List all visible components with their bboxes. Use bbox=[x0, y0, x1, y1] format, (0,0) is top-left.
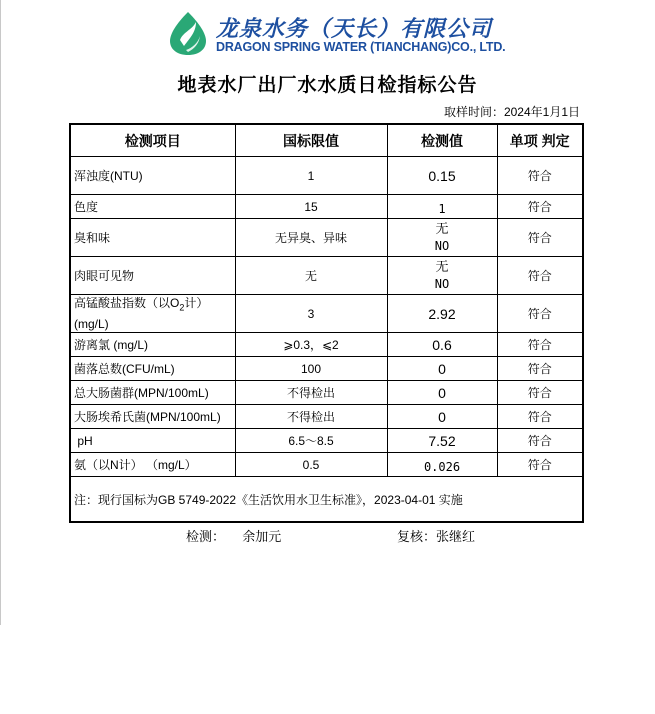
limit-cell: 3 bbox=[235, 295, 387, 333]
judge-cell: 符合 bbox=[497, 333, 583, 357]
reviewer-signature bbox=[397, 526, 475, 545]
value-cell: 7.52 bbox=[387, 429, 497, 453]
col-header-value: 检测值 bbox=[387, 124, 497, 157]
judge-cell: 符合 bbox=[497, 357, 583, 381]
item-cell: 臭和味 bbox=[70, 219, 235, 257]
item-cell: 总大肠菌群(MPN/100mL) bbox=[70, 381, 235, 405]
inspector-signature bbox=[186, 526, 281, 545]
limit-cell: ⩾0.3，⩽2 bbox=[235, 333, 387, 357]
value-cell: 0.6 bbox=[387, 333, 497, 357]
table-row bbox=[70, 429, 583, 453]
value-cell bbox=[387, 219, 497, 257]
limit-cell: 100 bbox=[235, 357, 387, 381]
col-header-item: 检测项目 bbox=[70, 124, 235, 157]
limit-cell: 15 bbox=[235, 195, 387, 219]
judge-cell: 符合 bbox=[497, 429, 583, 453]
reviewer-name: 张继红 bbox=[436, 529, 476, 544]
value-en: NO bbox=[434, 276, 450, 291]
value-cell: 1 bbox=[387, 195, 497, 219]
table-header-row bbox=[70, 124, 583, 157]
table-row bbox=[70, 257, 583, 295]
limit-cell: 无 bbox=[235, 257, 387, 295]
table-row bbox=[70, 453, 583, 477]
logo-english-name: DRAGON SPRING WATER (TIANCHANG)CO., LTD. bbox=[216, 40, 506, 54]
judge-cell: 符合 bbox=[497, 405, 583, 429]
table-row bbox=[70, 357, 583, 381]
col-header-limit: 国标限值 bbox=[235, 124, 387, 157]
item-subscript: 2 bbox=[179, 302, 185, 313]
judge-cell: 符合 bbox=[497, 195, 583, 219]
judge-cell: 符合 bbox=[497, 295, 583, 333]
judge-cell: 符合 bbox=[497, 453, 583, 477]
water-quality-table bbox=[69, 123, 584, 523]
standard-note: 注：现行国标为GB 5749-2022《生活饮用水卫生标准》，2023-04-01 实施 bbox=[70, 477, 583, 523]
value-cell: 2.92 bbox=[387, 295, 497, 333]
value-cell: 0 bbox=[387, 381, 497, 405]
judge-cell: 符合 bbox=[497, 219, 583, 257]
value-cell: 0.15 bbox=[387, 157, 497, 195]
item-text-post: 计） bbox=[184, 296, 209, 311]
inspector-label: 检测： bbox=[186, 529, 226, 544]
judge-cell: 符合 bbox=[497, 257, 583, 295]
item-cell: 氨（以N计） （mg/L） bbox=[70, 453, 235, 477]
item-text-pre: 高锰酸盐指数（以O bbox=[74, 296, 180, 311]
note-row bbox=[70, 477, 583, 523]
limit-cell: 不得检出 bbox=[235, 405, 387, 429]
item-cell: 大肠埃希氏菌(MPN/100mL) bbox=[70, 405, 235, 429]
limit-cell: 无异臭、异味 bbox=[235, 219, 387, 257]
sample-date bbox=[444, 103, 580, 120]
company-logo bbox=[166, 10, 506, 58]
value-cell bbox=[387, 257, 497, 295]
judge-cell: 符合 bbox=[497, 157, 583, 195]
value-cell: 0.026 bbox=[387, 453, 497, 477]
table-row bbox=[70, 219, 583, 257]
item-cell bbox=[70, 295, 235, 333]
water-drop-logo-icon bbox=[166, 10, 210, 56]
item-cell: pH bbox=[70, 429, 235, 453]
limit-cell: 6.5～8.5 bbox=[235, 429, 387, 453]
item-cell: 游离氯 (mg/L) bbox=[70, 333, 235, 357]
item-cell: 菌落总数(CFU/mL) bbox=[70, 357, 235, 381]
value-cell: 0 bbox=[387, 405, 497, 429]
item-cell: 色度 bbox=[70, 195, 235, 219]
value-cn: 无 bbox=[435, 259, 449, 275]
value-en: NO bbox=[434, 238, 450, 253]
value-cell: 0 bbox=[387, 357, 497, 381]
col-header-judge: 单项 判定 bbox=[497, 124, 583, 157]
item-text-unit: (mg/L) bbox=[74, 316, 109, 331]
sample-date-label: 取样时间： bbox=[443, 105, 504, 119]
table-row bbox=[70, 195, 583, 219]
limit-cell: 1 bbox=[235, 157, 387, 195]
sample-date-value: 2024年1月1日 bbox=[503, 105, 580, 119]
table-row bbox=[70, 333, 583, 357]
judge-cell: 符合 bbox=[497, 381, 583, 405]
inspector-name: 余加元 bbox=[242, 529, 282, 544]
limit-cell: 0.5 bbox=[235, 453, 387, 477]
page-title: 地表水厂出厂水水质日检指标公告 bbox=[177, 75, 478, 96]
logo-chinese-name: 龙泉水务（天长）有限公司 bbox=[216, 16, 493, 42]
table-row bbox=[70, 295, 583, 333]
item-cell: 肉眼可见物 bbox=[70, 257, 235, 295]
table-row bbox=[70, 381, 583, 405]
table-row bbox=[70, 157, 583, 195]
reviewer-label: 复核： bbox=[397, 529, 437, 544]
limit-cell: 不得检出 bbox=[235, 381, 387, 405]
item-cell: 浑浊度(NTU) bbox=[70, 157, 235, 195]
value-cn: 无 bbox=[435, 221, 449, 237]
table-row bbox=[70, 405, 583, 429]
